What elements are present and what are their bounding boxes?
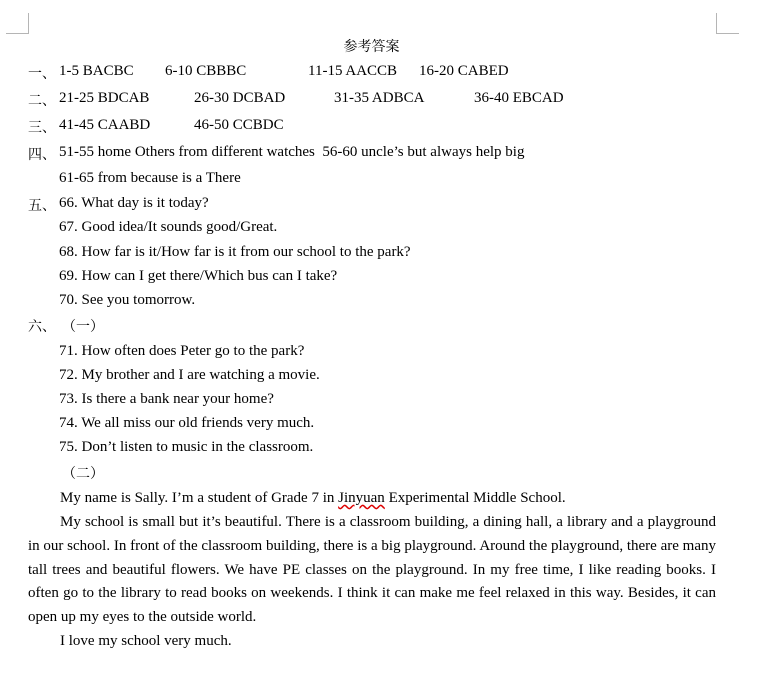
part-2-label: （二） xyxy=(62,466,104,482)
essay-paragraph-3: I love my school very much. xyxy=(60,633,232,649)
section-6-label: 六、 xyxy=(28,319,56,335)
spellcheck-marked-word: Jinyuan xyxy=(338,490,385,506)
answer-group: 31-35 ADBCA xyxy=(334,90,425,106)
answer-line: 72. My brother and I are watching a movie. xyxy=(59,367,320,383)
answer-group: 21-25 BDCAB xyxy=(59,90,150,106)
page-corner-mark-top-left xyxy=(6,13,29,34)
answer-line: 51-55 home Others from different watches 56-60 uncle’s but always help big xyxy=(59,144,525,160)
essay-text: Experimental Middle School. xyxy=(384,490,566,506)
answer-line: 71. How often does Peter go to the park? xyxy=(59,343,305,359)
page-corner-mark-top-right xyxy=(716,13,739,34)
answer-group: 26-30 DCBAD xyxy=(194,90,286,106)
answer-group: 1-5 BACBC xyxy=(59,63,134,79)
essay-text: My name is Sally. I’m a student of Grade 7 in xyxy=(60,490,339,506)
part-1-label: （一） xyxy=(62,319,104,335)
answer-group: 36-40 EBCAD xyxy=(474,90,564,106)
answer-line: 75. Don’t listen to music in the classroom. xyxy=(59,439,314,455)
section-4-label: 四、 xyxy=(28,147,56,163)
answer-line: 66. What day is it today? xyxy=(59,195,209,211)
essay-paragraph-1 xyxy=(60,490,566,507)
section-5-label: 五、 xyxy=(28,198,56,214)
answer-line: 70. See you tomorrow. xyxy=(59,292,196,308)
answer-group: 41-45 CAABD xyxy=(59,117,151,133)
section-2-label: 二、 xyxy=(28,93,56,109)
answer-line: 68. How far is it/How far is it from our school to the park? xyxy=(59,244,411,260)
section-1-label: 一、 xyxy=(28,66,56,82)
section-3-label: 三、 xyxy=(28,120,56,136)
answer-line: 73. Is there a bank near your home? xyxy=(59,391,274,407)
essay-paragraph-2: My school is small but it’s beautiful. There is a classroom building, a dining hall, a library and a playground in our school. In front of the classroom building, there is a big playground. Around the playground, there are many tall trees and beautiful flowers. We have PE classes on the playground. In my free time, I like reading books. I often go to the library to read books on weekends. I think it can make me feel relaxed in this way. Besides, it can open up my eyes to the outside world. xyxy=(28,514,716,626)
answer-line: 67. Good idea/It sounds good/Great. xyxy=(59,219,278,235)
answer-line: 61-65 from because is a There xyxy=(59,170,241,186)
page-title: 参考答案 xyxy=(343,39,400,55)
answer-group: 16-20 CABED xyxy=(419,63,509,79)
answer-group: 46-50 CCBDC xyxy=(194,117,284,133)
answer-group: 6-10 CBBBC xyxy=(165,63,247,79)
answer-group: 11-15 AACCB xyxy=(308,63,398,79)
answer-line: 74. We all miss our old friends very much. xyxy=(59,415,315,431)
answer-line: 69. How can I get there/Which bus can I take? xyxy=(59,268,338,284)
